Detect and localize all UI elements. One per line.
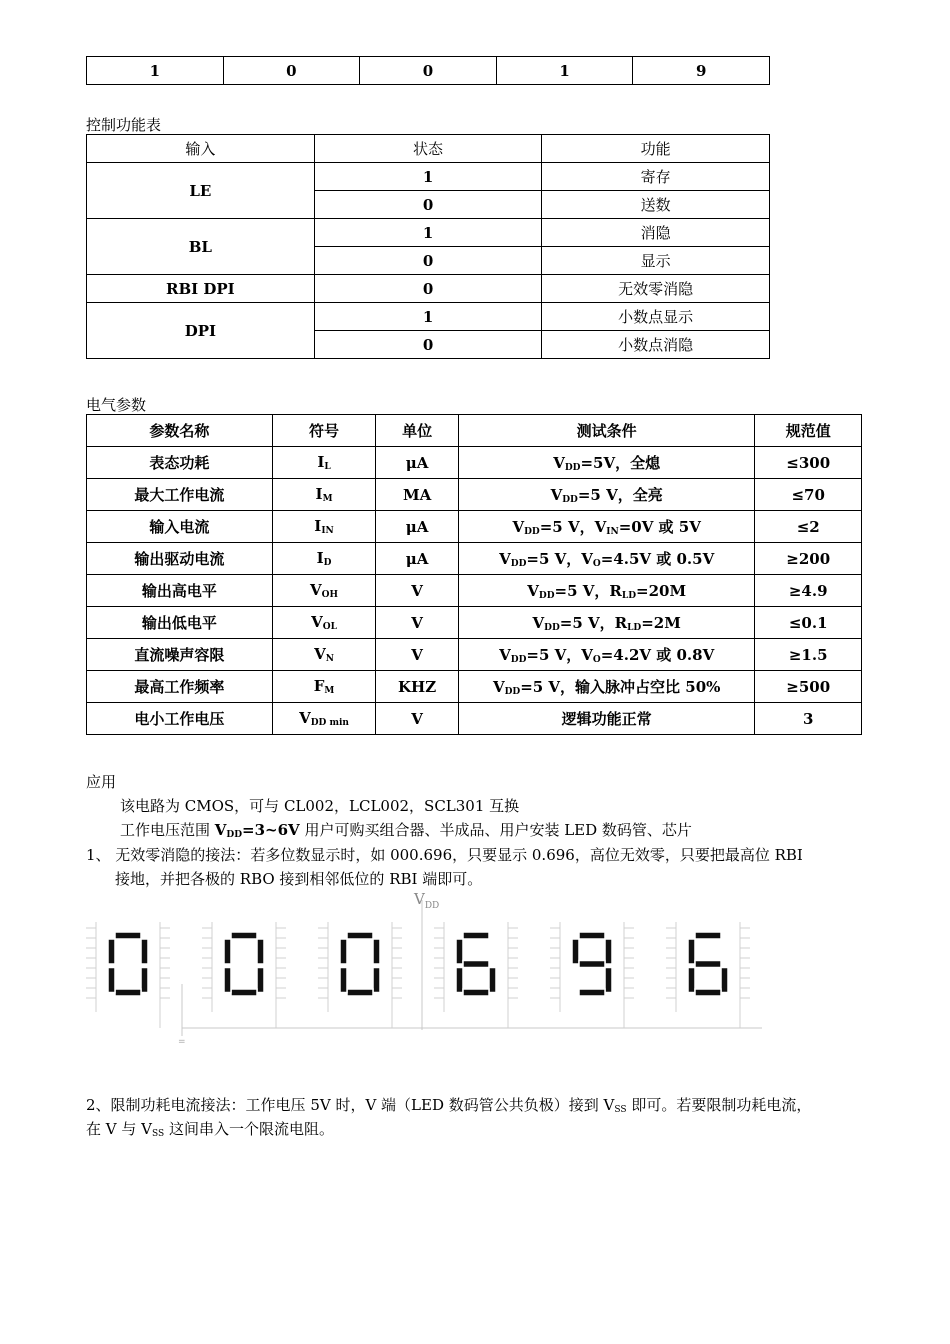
segment-b [141,939,148,964]
table-cell: 9 [633,57,770,85]
condition-cell: $V_{DD}=5$ V，全亮 [458,479,754,511]
condition-cell: $V_{DD}=5$ V，$V_{IN}=0V$ 或 5V [458,511,754,543]
segment-e [108,968,115,993]
spec-value-cell: ≥4.9 [755,575,862,607]
unit-cell: V [376,575,459,607]
spec-value-cell: ≥500 [755,671,862,703]
spec-value-cell: ≤300 [755,447,862,479]
param-name-cell: 输出低电平 [87,607,273,639]
electrical-table-caption: 电气参数 [86,396,147,414]
application-item-1: 1、 无效零消隐的接法：若多位数显示时，如 000.696，只要显示 0.696，高位无效零，只要把最高位 RBI [86,846,803,864]
segment-c [257,968,264,993]
column-header: 单位 [376,415,459,447]
segment-d [579,989,605,996]
ground-symbol: = [178,1037,186,1047]
table-row [87,479,862,511]
control-table-caption: 控制功能表 [86,116,162,134]
text-run: 用户可购买组合器、半成品、用户安装 LED 数码管、芯片 [299,821,692,839]
input-cell: RBI DPI [87,275,315,303]
seven-segment-digit [86,922,170,1028]
table-row [87,303,770,331]
condition-cell: $V_{DD}=5$ V，$R_{LD}=2M$ [458,607,754,639]
table-row [87,275,770,303]
state-cell: 1 [314,163,542,191]
column-header: 输入 [87,135,315,163]
table-row [87,543,862,575]
vdd-range: $V_{DD}=3\sim 6V$ [214,821,300,840]
table-cell: 0 [223,57,360,85]
column-header: 功能 [542,135,770,163]
table-row [87,575,862,607]
table-row [87,671,862,703]
function-cell: 消隐 [542,219,770,247]
table-header-row [87,415,862,447]
input-cell: BL [87,219,315,275]
column-header: 测试条件 [458,415,754,447]
segment-b [373,939,380,964]
seven-segment-digit [666,922,750,1028]
spec-value-cell: ≤0.1 [755,607,862,639]
symbol-cell: $F_M$ [272,671,375,703]
top-value-table [86,56,770,85]
segment-f [456,939,463,964]
spec-value-cell: ≤70 [755,479,862,511]
application-line-1: 该电路为 CMOS，可与 CL002，LCL002，SCL301 互换 [120,797,520,815]
seven-segment-digit [202,922,286,1028]
unit-cell: μA [376,511,459,543]
text-run: 工作电压范围 [120,821,215,839]
column-header: 符号 [272,415,375,447]
input-cell: LE [87,163,315,219]
seven-segment-digit [550,922,634,1028]
segment-f [340,939,347,964]
spec-value-cell: ≤2 [755,511,862,543]
spec-value-cell: 3 [755,703,862,735]
table-row [87,511,862,543]
application-item-2-cont: 在 V 与 $V_{SS}$ 这间串入一个限流电阻。 [86,1120,334,1139]
application-item-1-cont: 接地，并把各极的 RBO 接到相邻低位的 RBI 端即可。 [115,870,483,888]
table-row [87,639,862,671]
param-name-cell: 最高工作频率 [87,671,273,703]
table-row [87,163,770,191]
spec-value-cell: ≥1.5 [755,639,862,671]
function-cell: 小数点消隐 [542,331,770,359]
segment-g [463,961,489,968]
condition-cell: 逻辑功能正常 [458,703,754,735]
segment-a [347,932,373,939]
param-name-cell: 最大工作电流 [87,479,273,511]
segment-c [489,968,496,993]
function-cell: 无效零消隐 [542,275,770,303]
segment-d [347,989,373,996]
symbol-cell: $V_N$ [272,639,375,671]
seven-segment-digit [318,922,402,1028]
digit-row [86,922,750,1028]
seven-segment-digit [434,922,518,1028]
function-cell: 小数点显示 [542,303,770,331]
symbol-cell: $I_D$ [272,543,375,575]
unit-cell: V [376,703,459,735]
unit-cell: μA [376,543,459,575]
function-cell: 显示 [542,247,770,275]
symbol-cell: $V_{DD min}$ [272,703,375,735]
state-cell: 0 [314,191,542,219]
segment-c [721,968,728,993]
condition-cell: $V_{DD}=5$ V，$V_O=4.5V$ 或 0.5V [458,543,754,575]
symbol-cell: $I_{IN}$ [272,511,375,543]
seven-segment-wiring-diagram [86,888,786,1048]
segment-e [456,968,463,993]
segment-d [115,989,141,996]
condition-cell: $V_{DD}=5V$，全熄 [458,447,754,479]
segment-c [605,968,612,993]
application-heading: 应用 [86,773,117,791]
segment-b [257,939,264,964]
state-cell: 1 [314,303,542,331]
segment-f [688,939,695,964]
segment-c [141,968,148,993]
electrical-table-body [87,447,862,735]
vdd-label: $V_{DD}$ [414,890,440,911]
condition-cell: $V_{DD}=5$ V，$V_O=4.2V$ 或 0.8V [458,639,754,671]
symbol-cell: $V_{OH}$ [272,575,375,607]
segment-d [231,989,257,996]
unit-cell: V [376,639,459,671]
table-cell: 1 [496,57,633,85]
spec-value-cell: ≥200 [755,543,862,575]
segment-c [373,968,380,993]
table-row [87,607,862,639]
state-cell: 1 [314,219,542,247]
segment-a [115,932,141,939]
unit-cell: V [376,607,459,639]
control-function-table [86,134,770,359]
segment-b [605,939,612,964]
unit-cell: μA [376,447,459,479]
function-cell: 寄存 [542,163,770,191]
param-name-cell: 输入电流 [87,511,273,543]
condition-cell: $V_{DD}=5$ V，输入脉冲占空比 50% [458,671,754,703]
segment-e [224,968,231,993]
param-name-cell: 直流噪声容限 [87,639,273,671]
segment-a [463,932,489,939]
function-cell: 送数 [542,191,770,219]
segment-d [463,989,489,996]
table-header-row [87,135,770,163]
state-cell: 0 [314,331,542,359]
param-name-cell: 表态功耗 [87,447,273,479]
table-cell: 0 [360,57,497,85]
column-header: 状态 [314,135,542,163]
column-header: 参数名称 [87,415,273,447]
segment-a [579,932,605,939]
segment-g [579,961,605,968]
segment-e [340,968,347,993]
column-header: 规范值 [755,415,862,447]
segment-d [695,989,721,996]
symbol-cell: $V_{OL}$ [272,607,375,639]
table-row [87,447,862,479]
state-cell: 0 [314,275,542,303]
segment-f [572,939,579,964]
input-cell: DPI [87,303,315,359]
param-name-cell: 输出高电平 [87,575,273,607]
segment-f [224,939,231,964]
unit-cell: MA [376,479,459,511]
table-cell: 1 [87,57,224,85]
segment-f [108,939,115,964]
electrical-parameter-table [86,414,862,735]
segment-a [695,932,721,939]
state-cell: 0 [314,247,542,275]
segment-g [695,961,721,968]
segment-e [688,968,695,993]
symbol-cell: $I_M$ [272,479,375,511]
table-row [87,703,862,735]
param-name-cell: 电小工作电压 [87,703,273,735]
param-name-cell: 输出驱动电流 [87,543,273,575]
condition-cell: $V_{DD}=5$ V，$R_{LD}=20M$ [458,575,754,607]
application-item-2: 2、限制功耗电流接法：工作电压 5V 时，V 端（LED 数码管公共负极）接到 $V_{SS}$ 即可。若要限制功耗电流， [86,1096,812,1115]
unit-cell: KHZ [376,671,459,703]
symbol-cell: $I_L$ [272,447,375,479]
table-row [87,57,770,85]
segment-a [231,932,257,939]
table-row [87,219,770,247]
